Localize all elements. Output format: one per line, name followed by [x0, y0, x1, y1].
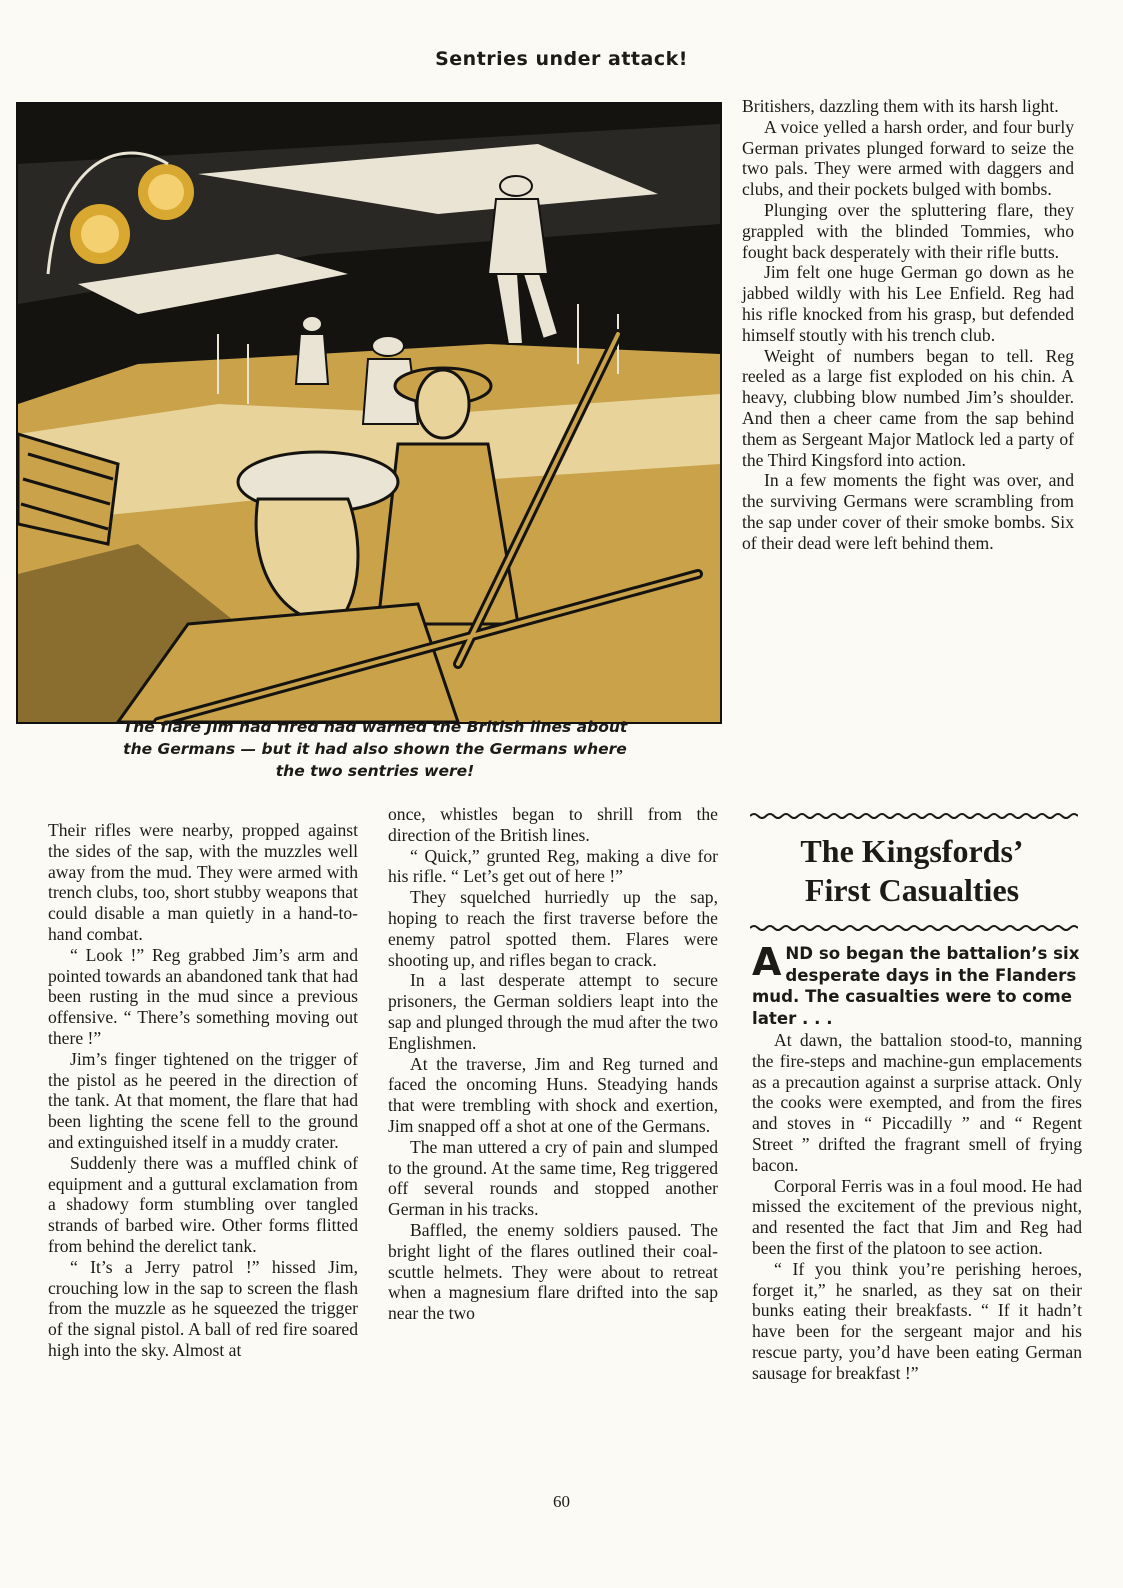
column-1	[48, 820, 358, 1361]
paragraph: Baffled, the enemy soldiers paused. The bright light of the flares outlined their coal-scuttle helmets. They were about to retreat when a magnesium flare drifted into the sap near the two	[388, 1219, 718, 1324]
paragraph: Their rifles were nearby, propped against the sides of the sap, with the muzzles well away from the mud. They were armed with trench clubs, too, short stubby weapons that could disable a man quietly in a hand-to-hand combat.	[48, 820, 358, 944]
paragraph: Plunging over the spluttering flare, they grappled with the blinded Tommies, who fought back desperately with their rifle butts.	[742, 199, 1074, 262]
paragraph: Jim’s finger tightened on the trigger of the pistol as he peered in the direction of the tank. At that moment, the flare that had been lighting the scene fell to the ground and extinguished itself in a muddy crater.	[48, 1048, 358, 1152]
paragraph: “ Look !” Reg grabbed Jim’s arm and pointed towards an abandoned tank that had been rusting in the mud since a previous offensive. “ There’s something moving out there !”	[48, 944, 358, 1048]
paragraph: Jim felt one huge German go down as he jabbed wildly with his Lee Enfield. Reg had his rifle knocked from his grasp, but defended himself stoutly with his trench club.	[742, 262, 1074, 345]
paragraph: “ If you think you’re perishing heroes, forget it,” he snarled, as they sat on their bunks eating their breakfasts. “ If it hadn’t have been for the sergeant major and his rescue party, you’d have been eating German sausage for breakfast !”	[752, 1258, 1082, 1383]
illustration-graphic	[18, 104, 720, 722]
paragraph: They squelched hurriedly up the sap, hoping to reach the first traverse before the enemy patrol spotted them. Flares were shooting up, and rifles began to crack.	[388, 887, 718, 970]
paragraph: The man uttered a cry of pain and slumped to the ground. At the same time, Reg triggered off several rounds and stopped another German in his tracks.	[388, 1136, 718, 1220]
section-heading	[752, 832, 1072, 910]
illustration-caption	[60, 716, 690, 782]
paragraph: once, whistles began to shrill from the direction of the British lines.	[388, 804, 718, 845]
paragraph: “ Quick,” grunted Reg, making a dive for his rifle. “ Let’s get out of here !”	[388, 845, 718, 887]
wavy-divider	[750, 924, 1078, 932]
trench-battle-illustration	[16, 102, 722, 724]
lead-paragraph	[752, 940, 1080, 1029]
column-2	[388, 804, 718, 1324]
paragraph: At the traverse, Jim and Reg turned and faced the oncoming Huns. Steadying hands that were trembling with shock and exertion, Jim snapped off a shot at one of the Germans.	[388, 1053, 718, 1136]
caption-line: the Germans — but it had also shown the Germans where	[123, 740, 627, 758]
page-title: Sentries under attack!	[435, 48, 688, 70]
wavy-divider	[750, 812, 1078, 820]
column-3-continued	[752, 1030, 1082, 1384]
lead-text: ND so began the battalion’s six desperate days in the Flanders mud. The casualties were to come later . . .	[752, 944, 1080, 1028]
section-heading-line: The Kingsfords’	[800, 833, 1024, 869]
paragraph: Britishers, dazzling them with its harsh light.	[742, 96, 1059, 116]
paragraph: At dawn, the battalion stood-to, manning the fire-steps and machine-gun emplacements as a precaution against a surprise attack. Only the cooks were exempted, and from the fires and stoves in “ Piccadilly ” and “ Regent Street ” drifted the fragrant smell of frying bacon.	[752, 1030, 1082, 1175]
paragraph: In a last desperate attempt to secure prisoners, the German soldiers leapt into the sap and plunged through the mud after the two Englishmen.	[388, 970, 718, 1053]
caption-line: the two sentries were!	[275, 762, 475, 780]
section-heading-line: First Casualties	[804, 872, 1020, 908]
paragraph: “ It’s a Jerry patrol !” hissed Jim, crouching low in the sap to screen the flash from the muzzle as he squeezed the trigger of the signal pistol. A ball of red fire soared high into the sky. Almost at	[48, 1256, 358, 1360]
caption-line: The flare Jim had fired had warned the British lines about	[122, 718, 628, 736]
column-3	[742, 96, 1074, 554]
paragraph: Corporal Ferris was in a foul mood. He had missed the excitement of the previous night, and resented the fact that Jim and Reg had been the first of the platoon to see action.	[752, 1175, 1082, 1258]
paragraph: A voice yelled a harsh order, and four burly German privates plunged forward to seize the two pals. They were armed with daggers and clubs, and their pockets bulged with bombs.	[742, 116, 1074, 200]
drop-cap: A	[752, 940, 782, 984]
paragraph: In a few moments the fight was over, and the surviving Germans were scrambling from the sap under cover of their smoke bombs. Six of their dead were left behind them.	[742, 470, 1074, 553]
page-number: 60	[553, 1492, 570, 1511]
paragraph: Weight of numbers began to tell. Reg reeled as a large fist exploded on his chin. A heavy, clubbing blow numbed Jim’s shoulder. And then a cheer came from the sap behind them as Sergeant Major Matlock led a party of the Third Kingsford into action.	[742, 345, 1074, 470]
paragraph: Suddenly there was a muffled chink of equipment and a guttural exclamation from a shadowy form stumbling over tangled strands of barbed wire. Other forms flitted from behind the derelict tank.	[48, 1152, 358, 1256]
